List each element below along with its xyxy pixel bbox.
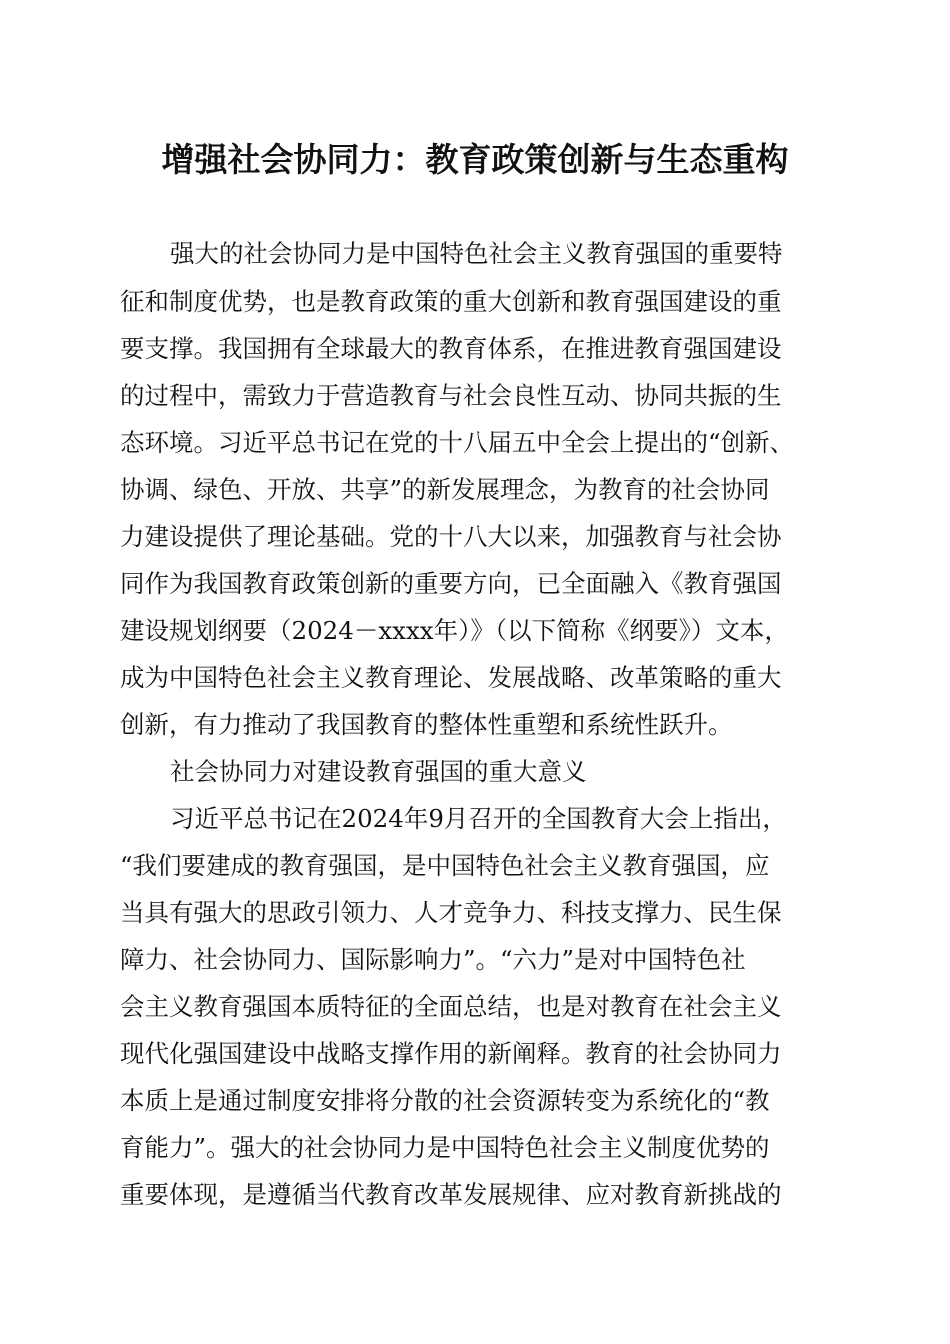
paragraph-line: 重要体现，是遵循当代教育改革发展规律、应对教育新挑战的 <box>120 1180 782 1209</box>
paragraph-line: 现代化强国建设中战略支撑作用的新阐释。教育的社会协同力 <box>120 1039 782 1068</box>
paragraph-line: 力建设提供了理论基础。党的十八大以来，加强教育与社会协 <box>120 522 782 551</box>
section-heading: 社会协同力对建设教育强国的重大意义 <box>170 757 587 786</box>
paragraph-line: 本质上是通过制度安排将分散的社会资源转变为系统化的“教 <box>120 1086 770 1115</box>
paragraph-line: 习近平总书记在2024年9月召开的全国教育大会上指出， <box>170 804 787 833</box>
paragraph-line: 征和制度优势，也是教育政策的重大创新和教育强国建设的重 <box>120 287 782 316</box>
paragraph-line: “我们要建成的教育强国，是中国特色社会主义教育强国，应 <box>120 851 770 880</box>
paragraph-line: 的过程中，需致力于营造教育与社会良性互动、协同共振的生 <box>120 381 782 410</box>
paragraph-line: 育能力”。强大的社会协同力是中国特色社会主义制度优势的 <box>120 1133 770 1162</box>
paragraph-line: 强大的社会协同力是中国特色社会主义教育强国的重要特 <box>170 239 783 268</box>
paragraph-line: 会主义教育强国本质特征的全面总结，也是对教育在社会主义 <box>120 992 782 1021</box>
paragraph-line: 协调、绿色、开放、共享”的新发展理念，为教育的社会协同 <box>120 475 770 504</box>
document-title: 增强社会协同力：教育政策创新与生态重构 <box>161 140 789 179</box>
paragraph-line: 障力、社会协同力、国际影响力”。“六力”是对中国特色社 <box>120 945 746 974</box>
paragraph-line: 成为中国特色社会主义教育理论、发展战略、改革策略的重大 <box>120 663 782 692</box>
paragraph-line: 创新，有力推动了我国教育的整体性重塑和系统性跃升。 <box>120 710 733 739</box>
paragraph-line: 当具有强大的思政引领力、人才竞争力、科技支撑力、民生保 <box>120 898 782 927</box>
paragraph-line: 同作为我国教育政策创新的重要方向，已全面融入《教育强国 <box>120 569 782 598</box>
paragraph-line: 要支撑。我国拥有全球最大的教育体系，在推进教育强国建设 <box>120 334 782 363</box>
paragraph-line: 建设规划纲要（2024－xxxx年）》（以下简称《纲要》）文本， <box>120 616 789 645</box>
paragraph-line: 态环境。习近平总书记在党的十八届五中全会上提出的“创新、 <box>120 428 795 457</box>
